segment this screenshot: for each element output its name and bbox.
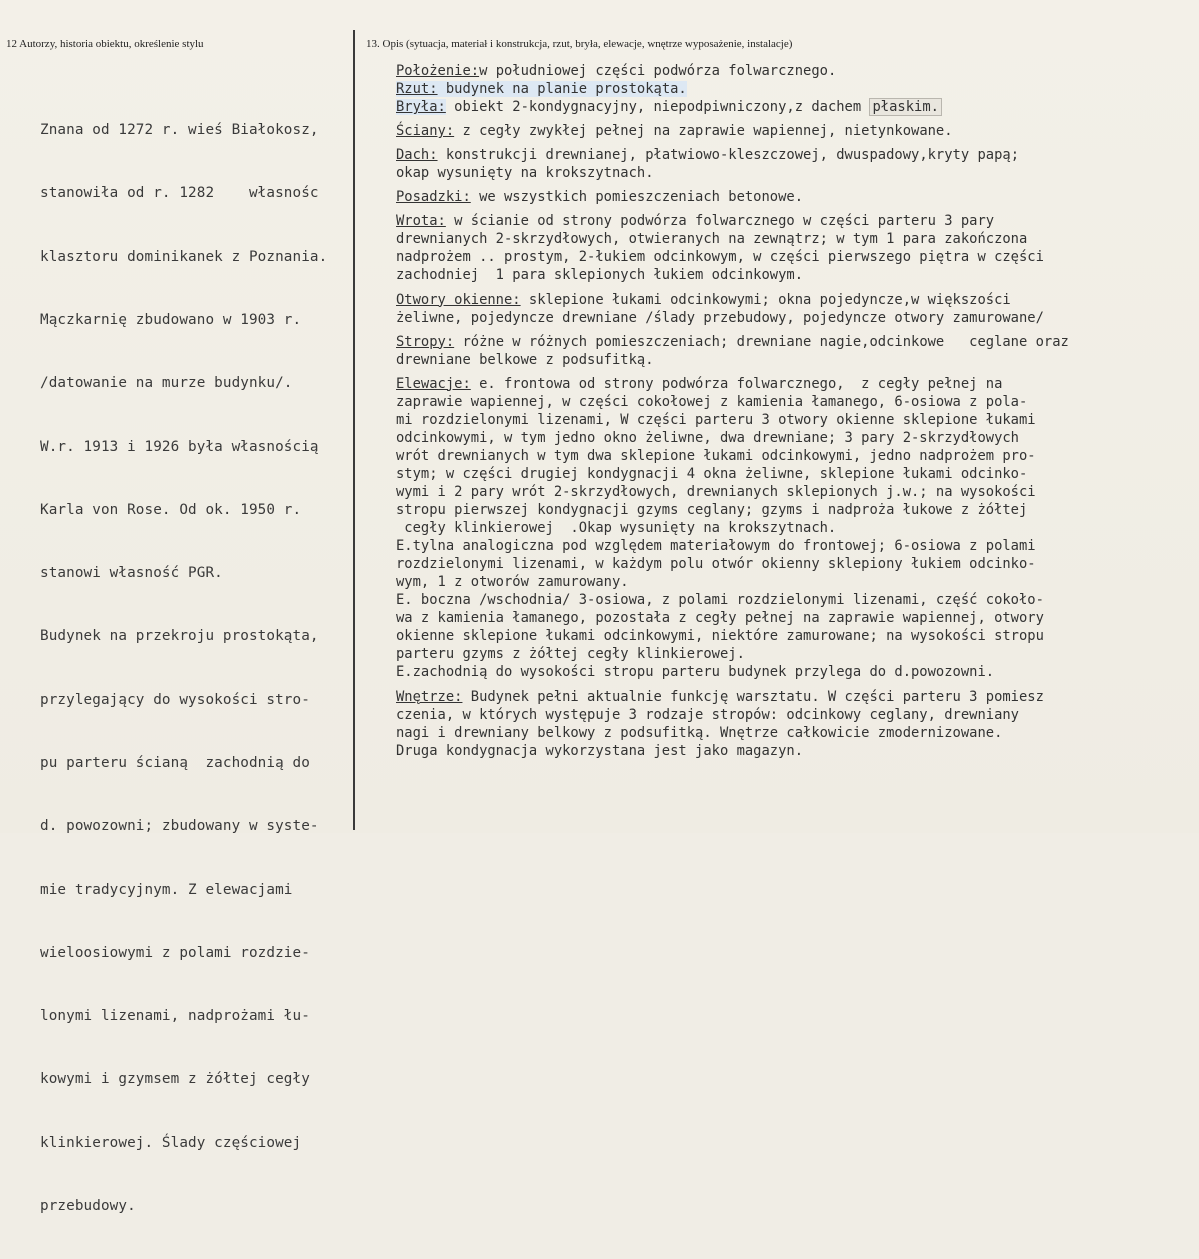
section-label: Stropy: bbox=[396, 333, 455, 350]
section-line: drewniane belkowe z podsufitką. bbox=[396, 351, 654, 368]
section-line: z cegły zwykłej pełnej na zaprawie wapiennej, nietynkowane. bbox=[454, 123, 953, 140]
section-line: sklepione łukami odcinkowymi; okna pojedyncze,w większości bbox=[520, 291, 1011, 308]
section-line: w południowej części podwórza folwarcznego. bbox=[479, 63, 837, 79]
section-line: nagi i drewniany belkowy z podsufitką. Wnętrze całkowicie zmodernizowane. bbox=[396, 724, 1003, 741]
section-line: rozdzielonymi lizenami, w każdym polu otwór okienny sklepiony łukiem odcinko- bbox=[396, 556, 1036, 573]
section-line: wa z kamienia łamanego, pozostała z cegły pełnej na zaprawie wapiennej, otwory bbox=[396, 610, 1044, 627]
section-line: obiekt 2-kondygnacyjny, niepodpiwniczony,z dachem bbox=[445, 99, 870, 116]
section-label: Rzut: bbox=[396, 81, 438, 98]
history-line: mie tradycyjnym. Z elewacjami bbox=[40, 881, 293, 898]
section-bryla bbox=[396, 98, 1196, 116]
section-line: E.tylna analogiczna pod względem materiałowym do frontowej; 6-osiowa z polami bbox=[396, 538, 1036, 555]
section-label: Bryła: bbox=[396, 99, 446, 116]
section-line: nadprożem .. prostym, 2-łukiem odcinkowym, w części pierwszego piętra w części bbox=[396, 249, 1044, 266]
section-line: we wszystkich pomieszczeniach betonowe. bbox=[470, 189, 804, 206]
history-line: stanowi własność PGR. bbox=[40, 565, 223, 582]
section-stropy bbox=[396, 333, 1196, 351]
history-line: przebudowy. bbox=[40, 1197, 136, 1214]
history-line: Karla von Rose. Od ok. 1950 r. bbox=[40, 501, 302, 518]
section-line: odcinkowymi, w tym jedno okno żeliwne, dwa drewniane; 3 pary 2-skrzydłowych bbox=[396, 429, 1019, 446]
history-line: d. powozowni; zbudowany w syste- bbox=[40, 818, 319, 835]
section-line: żeliwne, pojedyncze drewniane /ślady przebudowy, pojedyncze otwory zamurowane/ bbox=[396, 309, 1044, 326]
section-label: Elewacje: bbox=[396, 375, 471, 392]
section-line: wrót drewnianych w tym dwa sklepione łukami odcinkowymi, jedno nadprożem pro- bbox=[396, 447, 1036, 464]
history-line: Znana od 1272 r. wieś Białokosz, bbox=[40, 122, 319, 139]
section-line: E. boczna /wschodnia/ 3-osiowa, z polami rozdzielonymi lizenami, część cokoło- bbox=[396, 592, 1044, 609]
history-line: Mączkarnię zbudowano w 1903 r. bbox=[40, 312, 302, 329]
section-line: czenia, w których występuje 3 rodzaje stropów: odcinkowy ceglany, drewniany bbox=[396, 706, 1019, 723]
history-text bbox=[40, 78, 360, 1259]
history-line: wieloosiowymi z polami rozdzie- bbox=[40, 944, 310, 961]
section-label: Posadzki: bbox=[396, 189, 471, 206]
section-label: Wrota: bbox=[396, 213, 446, 230]
section-label: Dach: bbox=[396, 147, 438, 164]
section-line: mi rozdzielonymi lizenami, W części parteru 3 otwory okienne sklepione łukami bbox=[396, 411, 1036, 428]
section-wrota bbox=[396, 212, 1196, 230]
history-line: /datowanie na murze budynku/. bbox=[40, 375, 293, 392]
section-posadzki bbox=[396, 188, 1196, 206]
section-line: okienne sklepione łukami odcinkowymi, niektóre zamurowane; na wysokości stropu bbox=[396, 628, 1044, 645]
section-line: zachodniej 1 para sklepionych łukiem odcinkowym. bbox=[396, 267, 804, 284]
history-line: klinkierowej. Ślady częściowej bbox=[40, 1134, 302, 1151]
section-line: Budynek pełni aktualnie funkcję warsztatu. W części parteru 3 pomiesz bbox=[462, 688, 1044, 705]
history-line: pu parteru ścianą zachodnią do bbox=[40, 755, 310, 771]
section-line: w ścianie od strony podwórza folwarcznego w części parteru 3 pary bbox=[445, 213, 995, 230]
description-text bbox=[396, 62, 1196, 760]
section-elewacje bbox=[396, 375, 1196, 393]
section-line: okap wysunięty na krokszytnach. bbox=[396, 165, 654, 182]
section-line: wymi i 2 pary wrót 2-skrzydłowych, drewnianych sklepionych j.w.; na wysokości bbox=[396, 483, 1036, 500]
section-line: parteru gzyms z żółtej cegły klinkierowej. bbox=[396, 646, 745, 663]
section-line: Druga kondygnacja wykorzystana jest jako magazyn. bbox=[396, 742, 804, 759]
right-column-header: 13. Opis (sytuacja, materiał i konstrukcja, rzut, bryła, elewacje, wnętrze wyposażenie, instalacje) bbox=[366, 38, 793, 50]
history-line: stanowiła od r. 1282 własnośc bbox=[40, 185, 319, 202]
history-line: przylegający do wysokości stro- bbox=[40, 691, 310, 708]
section-dach bbox=[396, 146, 1196, 164]
section-line: zaprawie wapiennej, w części cokołowej z kamienia łamanego, 6-osiowa z pola- bbox=[396, 393, 1028, 410]
history-line: lonymi lizenami, nadprożami łu- bbox=[40, 1008, 310, 1025]
section-otwory-okienne bbox=[396, 291, 1196, 309]
section-line: cegły klinkierowej .Okap wysunięty na krokszytnach. bbox=[396, 520, 837, 537]
section-line: e. frontowa od strony podwórza folwarcznego, z cegły pełnej na bbox=[470, 375, 1003, 392]
section-line: stropu pierwszej kondygnacji gzyms ceglany; gzyms i nadproża łukowe z żółtej bbox=[396, 502, 1028, 519]
section-polozenie bbox=[396, 62, 1196, 80]
section-line: E.zachodnią do wysokości stropu parteru budynek przylega do d.powozowni. bbox=[396, 664, 995, 681]
section-wnetrze bbox=[396, 688, 1196, 706]
section-line: stym; w części drugiej kondygnacji 4 okna żeliwne, sklepione łukami odcinko- bbox=[396, 465, 1028, 482]
section-line: płaskim. bbox=[869, 98, 941, 116]
section-rzut bbox=[396, 80, 1196, 98]
section-label: Położenie: bbox=[396, 63, 480, 79]
section-label: Otwory okienne: bbox=[396, 291, 521, 308]
section-line: konstrukcji drewnianej, płatwiowo-kleszczowej, dwuspadowy,kryty papą; bbox=[437, 147, 1019, 164]
section-line: drewnianych 2-skrzydłowych, otwieranych na zewnątrz; w tym 1 para zakończona bbox=[396, 231, 1028, 248]
section-line: wym, 1 z otworów zamurowany. bbox=[396, 574, 629, 591]
section-line: różne w różnych pomieszczeniach; drewniane nagie,odcinkowe ceglane oraz bbox=[454, 333, 1069, 350]
section-line: budynek na planie prostokąta. bbox=[437, 81, 687, 98]
section-label: Ściany: bbox=[396, 123, 455, 140]
section-sciany bbox=[396, 122, 1196, 140]
history-line: Budynek na przekroju prostokąta, bbox=[40, 628, 319, 645]
history-line: kowymi i gzymsem z żółtej cegły bbox=[40, 1071, 310, 1088]
history-line: W.r. 1913 i 1926 była własnością bbox=[40, 438, 319, 455]
left-column-header: 12 Autorzy, historia obiektu, określenie stylu bbox=[6, 38, 204, 50]
history-line: klasztoru dominikanek z Poznania. bbox=[40, 248, 328, 265]
section-label: Wnętrze: bbox=[396, 688, 463, 705]
